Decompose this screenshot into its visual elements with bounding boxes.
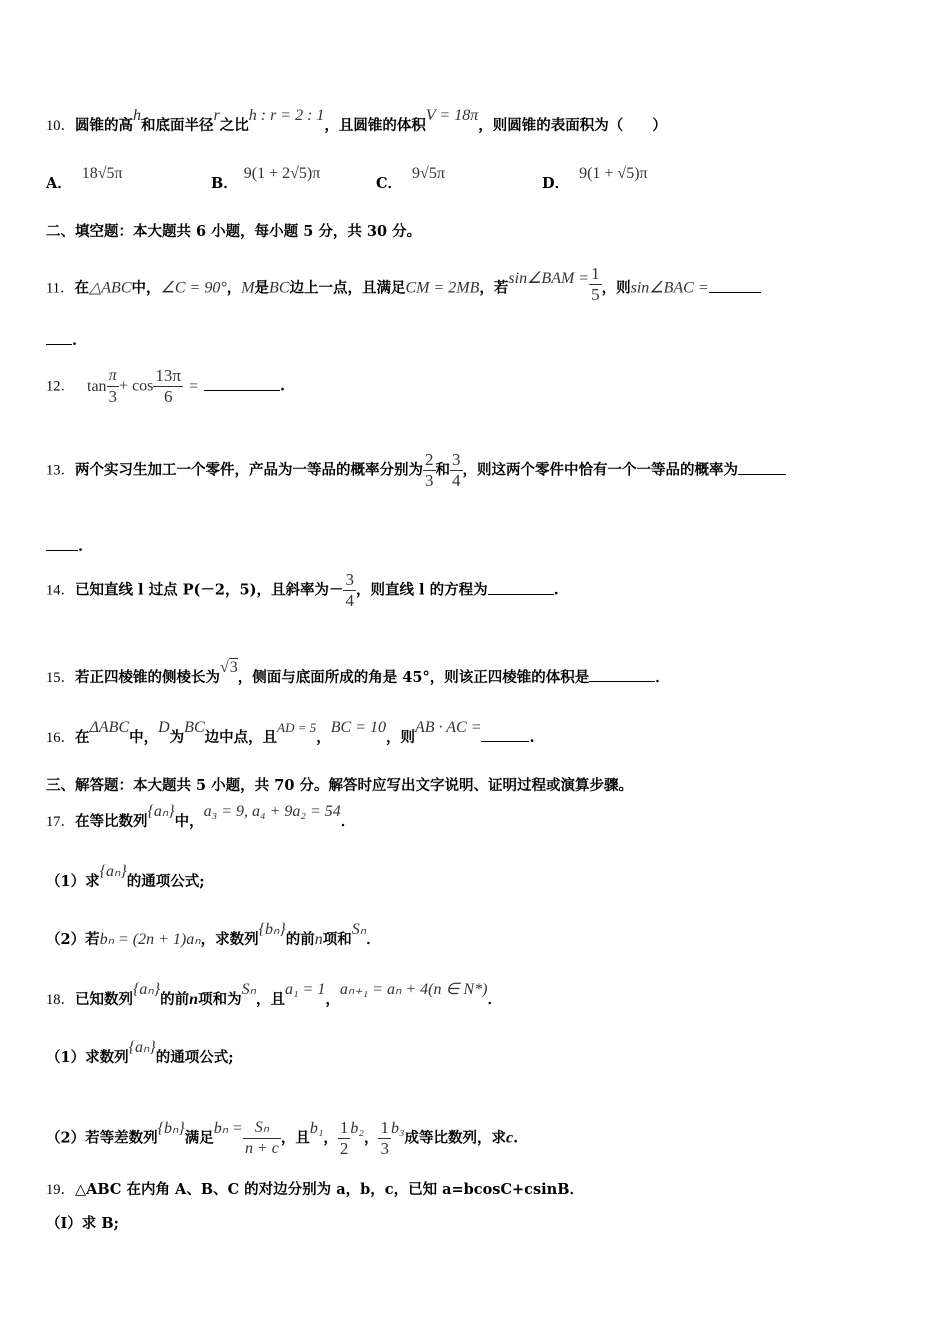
question-13: 13．两个实习生加工一个零件，产品为一等品的概率分别为 $\frac{2}{3}$ 和 $\frac{3}{4}$ ，则这两个零件中恰有一个一等品的概率为: [46, 450, 786, 491]
question-number: 10．: [46, 118, 75, 134]
question-10: 10．圆锥的高h和底面半径r之比h : r = 2 : 1，且圆锥的体积V = 18π，则圆锥的表面积为（ ）: [46, 107, 667, 134]
section-2-heading: 二、填空题：本大题共 6 小题，每小题 5 分，共 30 分。: [46, 223, 422, 240]
question-14: 14．已知直线 l 过点 P(－2，5)，且斜率为－ $\frac{3}{4}$ ，则直线 l 的方程为 .: [46, 570, 559, 610]
question-19-part-1: （Ⅰ）求 B;: [46, 1215, 119, 1232]
answer-blank[interactable]: [488, 582, 554, 595]
question-17-part-1: （1）求{aₙ}的通项公式;: [46, 863, 205, 890]
option-b: B．9(1 + 2√5)π: [211, 165, 321, 192]
answer-blank[interactable]: [738, 462, 786, 475]
question-18: 18．已知数列{aₙ}的前n项和为Sₙ，且a₁ = 1，aₙ₊₁ = aₙ + 4(n ∈ N*)．: [46, 981, 502, 1008]
option-a: A．18√5π: [46, 165, 123, 192]
answer-blank[interactable]: [46, 332, 72, 345]
answer-blank[interactable]: [589, 669, 655, 682]
question-11: 11．在△ABC中，∠C = 90°，M是BC边上一点，且满足CM = 2MB，若sin∠BAM = $\frac{1}{5}$ ，则sin∠BAC =: [46, 268, 761, 309]
ratio-formula: h : r = 2 : 1: [248, 107, 325, 124]
answer-blank[interactable]: [709, 280, 761, 293]
answer-blank[interactable]: [46, 538, 78, 551]
volume-formula: V = 18π: [425, 107, 479, 124]
question-13-continued: .: [46, 538, 83, 555]
question-15: 15．若正四棱锥的侧棱长为√3，侧面与底面所成的角是 45°，则该正四棱锥的体积是 ．: [46, 659, 670, 686]
option-d: D．9(1 + √5)π: [542, 165, 648, 192]
answer-blank[interactable]: [481, 729, 529, 742]
question-18-part-2: （2）若等差数列{bₙ}满足bₙ = $\frac{\text{Sₙ}}{n + c}$ ，且b₁， $\frac{1}{2}$ b₂， $\frac{1}{3}$ b₃成等比数列，求c.: [46, 1118, 519, 1158]
question-11-continued: .: [46, 332, 77, 349]
question-17-part-2: （2）若bₙ = (2n + 1)aₙ，求数列{bₙ}的前n项和Sₙ．: [46, 921, 381, 948]
question-19: 19．△ABC 在内角 A、B、C 的对边分别为 a，b，c，已知 a=bcosC+csinB．: [46, 1181, 584, 1198]
question-12: 12． tan $\frac{\pi}{3}$ + cos $\frac{13\pi}{6}$ = .: [46, 366, 286, 406]
answer-blank[interactable]: [204, 378, 280, 391]
question-17: 17．在等比数列{aₙ}中，a₃ = 9, a₄ + 9a₂ = 54．: [46, 803, 356, 830]
question-18-part-1: （1）求数列{aₙ}的通项公式;: [46, 1039, 234, 1066]
section-3-heading: 三、解答题：本大题共 5 小题，共 70 分。解答时应写出文字说明、证明过程或演算步骤。: [46, 777, 633, 794]
option-c: C．9√5π: [376, 165, 445, 192]
question-16: 16．在ΔABC中，D为BC边中点，且AD = 5，BC = 10，则AB · AC =.: [46, 719, 535, 746]
